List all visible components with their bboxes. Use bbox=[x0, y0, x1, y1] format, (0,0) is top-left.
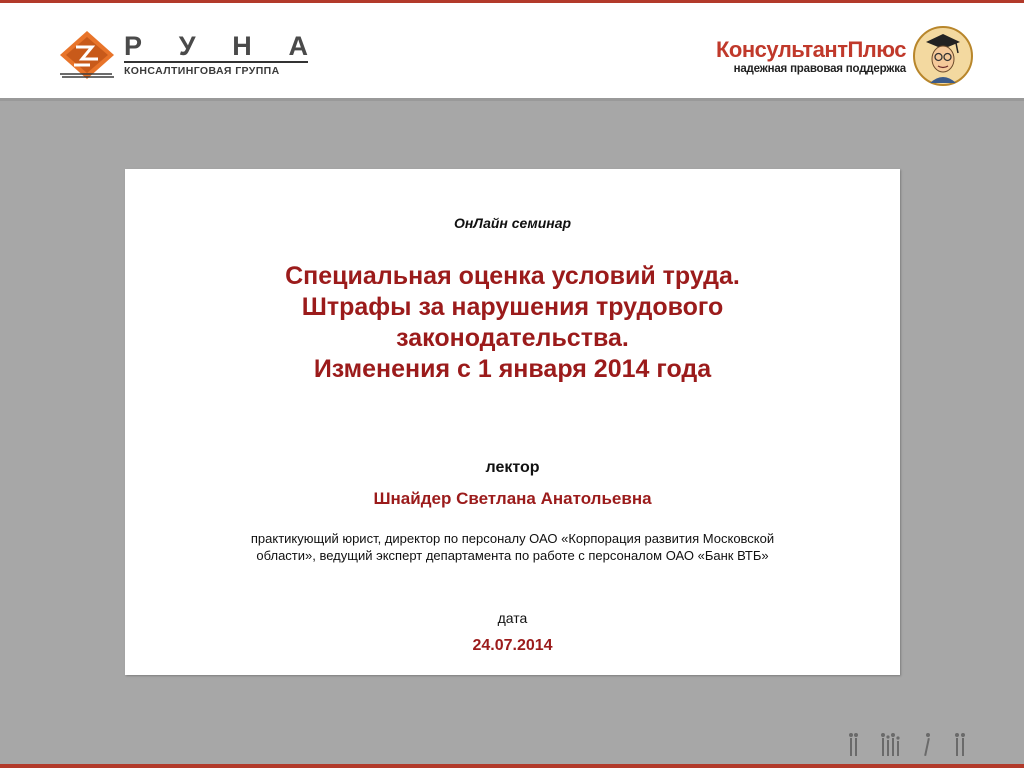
header bbox=[0, 0, 1024, 98]
runa-subtitle: КОНСАЛТИНГОВАЯ ГРУППА bbox=[124, 65, 280, 77]
consultant-name: КонсультантПлюс bbox=[716, 37, 906, 62]
runa-letter: У bbox=[178, 31, 196, 61]
runa-letter: А bbox=[288, 31, 308, 61]
seminar-type: ОнЛайн семинар bbox=[453, 215, 572, 231]
consultant-logo bbox=[712, 23, 974, 89]
slide-card bbox=[125, 169, 900, 675]
title-line: законодательства. bbox=[396, 324, 629, 352]
title-line: Штрафы за нарушения трудового bbox=[301, 293, 724, 321]
runa-logo-icon bbox=[58, 29, 116, 81]
runa-divider bbox=[124, 61, 308, 63]
title-line: Специальная оценка условий труда. bbox=[285, 262, 740, 290]
lector-name: Шнайдер Светлана Анатольевна bbox=[373, 489, 652, 508]
title-line: Изменения с 1 января 2014 года bbox=[313, 355, 712, 383]
runa-wordmark bbox=[124, 31, 308, 62]
slide-title bbox=[125, 261, 900, 385]
bottom-accent-bar bbox=[0, 764, 1024, 768]
people-figures-icon bbox=[846, 732, 986, 758]
consultant-tagline: надежная правовая поддержка bbox=[733, 63, 906, 75]
runa-letter: Р bbox=[124, 31, 143, 61]
header-divider bbox=[0, 98, 1024, 101]
lector-bio: практикующий юрист, директор по персоналу ОАО «Корпорация развития Московской области», ведущий эксперт департамента по работе с персоналом ОАО «Банк ВТБ» bbox=[250, 531, 775, 563]
runa-letter: Н bbox=[232, 31, 252, 61]
date-label: дата bbox=[497, 610, 528, 626]
lector-label: лектор bbox=[485, 459, 540, 476]
runa-logo bbox=[58, 29, 308, 81]
date-value: 24.07.2014 bbox=[472, 637, 553, 654]
consultant-avatar-icon bbox=[912, 25, 974, 87]
